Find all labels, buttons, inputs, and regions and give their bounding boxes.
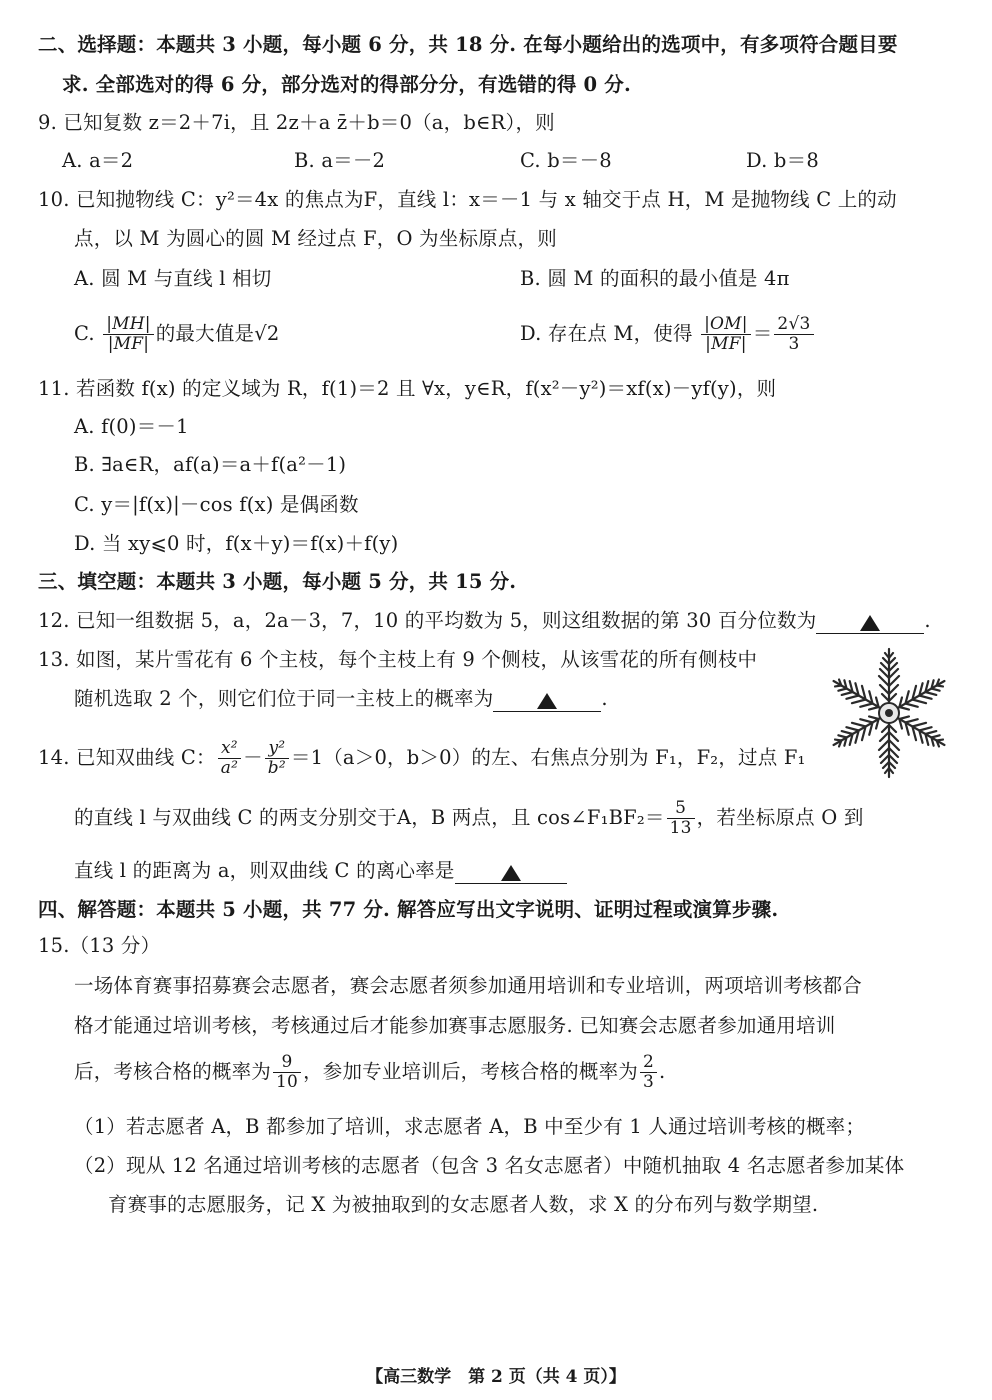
triangle-icon bbox=[537, 693, 557, 709]
fraction-numerator: 2 bbox=[640, 1053, 657, 1073]
q14-minus: － bbox=[243, 746, 263, 769]
q15-paragraph-line3 bbox=[74, 1050, 962, 1098]
q14-prefix: 14. 已知双曲线 C： bbox=[38, 746, 216, 769]
fraction-denominator: 13 bbox=[669, 818, 692, 838]
fraction-denominator: 10 bbox=[276, 1072, 299, 1092]
q10-option-d-equals: ＝ bbox=[752, 322, 773, 345]
q12-text: 12. 已知一组数据 5，a，2a－3，7，10 的平均数为 5，则这组数据的第 30 百分位数为 bbox=[38, 609, 817, 632]
q11-option-a: A. f(0)＝－1 bbox=[74, 415, 189, 438]
fraction-numerator: 9 bbox=[273, 1053, 301, 1073]
q9-option-b: B. a＝－2 bbox=[294, 149, 386, 172]
q10-options-cd bbox=[74, 312, 962, 360]
q14-fraction-y bbox=[265, 739, 289, 778]
fraction-denominator: 3 bbox=[788, 334, 800, 354]
q10-option-c-fraction bbox=[103, 315, 154, 354]
fraction-numerator: |MH| bbox=[103, 315, 154, 335]
fraction-numerator: 2√3 bbox=[774, 315, 813, 335]
fraction-denominator: |MF| bbox=[705, 334, 747, 354]
q10-option-a: A. 圆 M 与直线 l 相切 bbox=[74, 267, 272, 290]
q13-answer-blank[interactable] bbox=[493, 689, 601, 712]
q15-subquestion-2-line2: 育赛事的志愿服务，记 X 为被抽取到的女志愿者人数，求 X 的分布列与数学期望. bbox=[108, 1193, 819, 1216]
q10-stem-line1: 10. 已知抛物线 C：y²＝4x 的焦点为F，直线 l：x＝－1 与 x 轴交于点 H，M 是抛物线 C 上的动 bbox=[38, 188, 897, 211]
section-3-heading: 三、填空题：本题共 3 小题，每小题 5 分，共 15 分. bbox=[38, 570, 517, 593]
q15-prob-general bbox=[273, 1053, 301, 1092]
fraction-numerator: |OM| bbox=[701, 315, 751, 335]
q10-option-c-label: C. bbox=[74, 322, 95, 345]
q13-end: . bbox=[601, 687, 608, 710]
q15-line3-text: 后，考核合格的概率为 bbox=[74, 1060, 272, 1083]
section-2-heading-line1: 二、选择题：本题共 3 小题，每小题 6 分，共 18 分. 在每小题给出的选项中，有多项符合题目要 bbox=[38, 33, 898, 56]
q10-option-b: B. 圆 M 的面积的最小值是 4π bbox=[520, 267, 790, 290]
q15-paragraph-line1: 一场体育赛事招募赛会志愿者，赛会志愿者须参加通用培训和专业培训，两项培训考核都合 bbox=[74, 974, 863, 997]
q14-line3-text: 直线 l 的距离为 a，则双曲线 C 的离心率是 bbox=[74, 859, 455, 882]
q14-answer-blank[interactable] bbox=[455, 861, 567, 884]
q10-stem-line2: 点，以 M 为圆心的圆 M 经过点 F，O 为坐标原点，则 bbox=[74, 227, 557, 250]
q9-option-d: D. b＝8 bbox=[746, 149, 819, 172]
fraction-denominator: 3 bbox=[642, 1072, 654, 1092]
q14-line2-end: ，若坐标原点 O 到 bbox=[696, 806, 864, 829]
triangle-icon bbox=[860, 615, 880, 631]
fraction-numerator: 5 bbox=[667, 799, 695, 819]
fraction-numerator: x² bbox=[218, 739, 241, 759]
q9-option-c: C. b＝－8 bbox=[520, 149, 612, 172]
q13-line1: 13. 如图，某片雪花有 6 个主枝，每个主枝上有 9 个侧枝，从该雪花的所有侧枝中 bbox=[38, 648, 758, 671]
q14-fraction-x bbox=[218, 739, 241, 778]
q9-stem: 9. 已知复数 z＝2＋7i，且 2z＋a z̄＋b＝0（a，b∈R），则 bbox=[38, 111, 555, 134]
q14-rest: ＝1（a＞0，b＞0）的左、右焦点分别为 F₁，F₂，过点 F₁ bbox=[290, 746, 806, 769]
q10-option-d-fraction bbox=[701, 315, 751, 354]
q12-answer-blank[interactable] bbox=[816, 611, 924, 634]
q9-option-a: A. a＝2 bbox=[62, 149, 134, 172]
fraction-numerator: y² bbox=[265, 739, 289, 759]
q13-line2-text: 随机选取 2 个，则它们位于同一主枝上的概率为 bbox=[74, 687, 494, 710]
page-footer: 【高三数学 第 2 页（共 4 页）】 bbox=[366, 1367, 626, 1387]
section-2-heading-line2: 求. 全部选对的得 6 分，部分选对的得部分分，有选错的得 0 分. bbox=[62, 73, 631, 96]
q14-line1 bbox=[38, 736, 962, 784]
q15-heading: 15.（13 分） bbox=[38, 934, 161, 957]
q10-option-d bbox=[520, 312, 816, 356]
q10-option-d-value bbox=[774, 315, 813, 354]
section-4-heading: 四、解答题：本题共 5 小题，共 77 分. 解答应写出文字说明、证明过程或演算步骤. bbox=[38, 898, 779, 921]
q15-line3-mid: ，参加专业培训后，考核合格的概率为 bbox=[303, 1060, 638, 1083]
q15-prob-professional bbox=[640, 1053, 657, 1092]
q14-cos-fraction bbox=[667, 799, 695, 838]
q14-line3 bbox=[74, 858, 962, 884]
q15-subquestion-2-line1: （2）现从 12 名通过培训考核的志愿者（包含 3 名女志愿者）中随机抽取 4 名志愿者参加某体 bbox=[74, 1154, 905, 1177]
q14-line2-text: 的直线 l 与双曲线 C 的两支分别交于A，B 两点，且 cos∠F₁BF₂＝ bbox=[74, 806, 665, 829]
q11-option-b: B. ∃a∈R，af(a)＝a＋f(a²－1) bbox=[74, 453, 347, 476]
q15-paragraph-line2: 格才能通过培训考核，考核通过后才能参加赛事志愿服务. 已知赛会志愿者参加通用培训 bbox=[74, 1014, 836, 1037]
fraction-denominator: b² bbox=[267, 758, 286, 778]
q11-stem: 11. 若函数 f(x) 的定义域为 R，f(1)＝2 且 ∀x，y∈R，f(x²－y²)＝xf(x)－yf(y)，则 bbox=[38, 377, 777, 400]
q10-option-d-label: D. 存在点 M，使得 bbox=[520, 322, 693, 345]
q11-option-d: D. 当 xy⩽0 时，f(x＋y)＝f(x)＋f(y) bbox=[74, 532, 399, 555]
q10-option-c bbox=[74, 312, 279, 356]
fraction-denominator: |MF| bbox=[107, 334, 150, 354]
q15-subquestion-1: （1）若志愿者 A，B 都参加了培训，求志愿者 A，B 中至少有 1 人通过培训考核的概率； bbox=[74, 1115, 866, 1138]
q14-line2 bbox=[74, 796, 962, 844]
q11-option-c: C. y＝|f(x)|－cos f(x) 是偶函数 bbox=[74, 493, 359, 516]
q12 bbox=[38, 608, 962, 634]
q15-line3-end: . bbox=[659, 1060, 666, 1083]
triangle-icon bbox=[501, 865, 521, 881]
q10-option-c-text: 的最大值是√2 bbox=[155, 322, 280, 345]
q12-end: . bbox=[924, 609, 931, 632]
fraction-denominator: a² bbox=[220, 758, 239, 778]
